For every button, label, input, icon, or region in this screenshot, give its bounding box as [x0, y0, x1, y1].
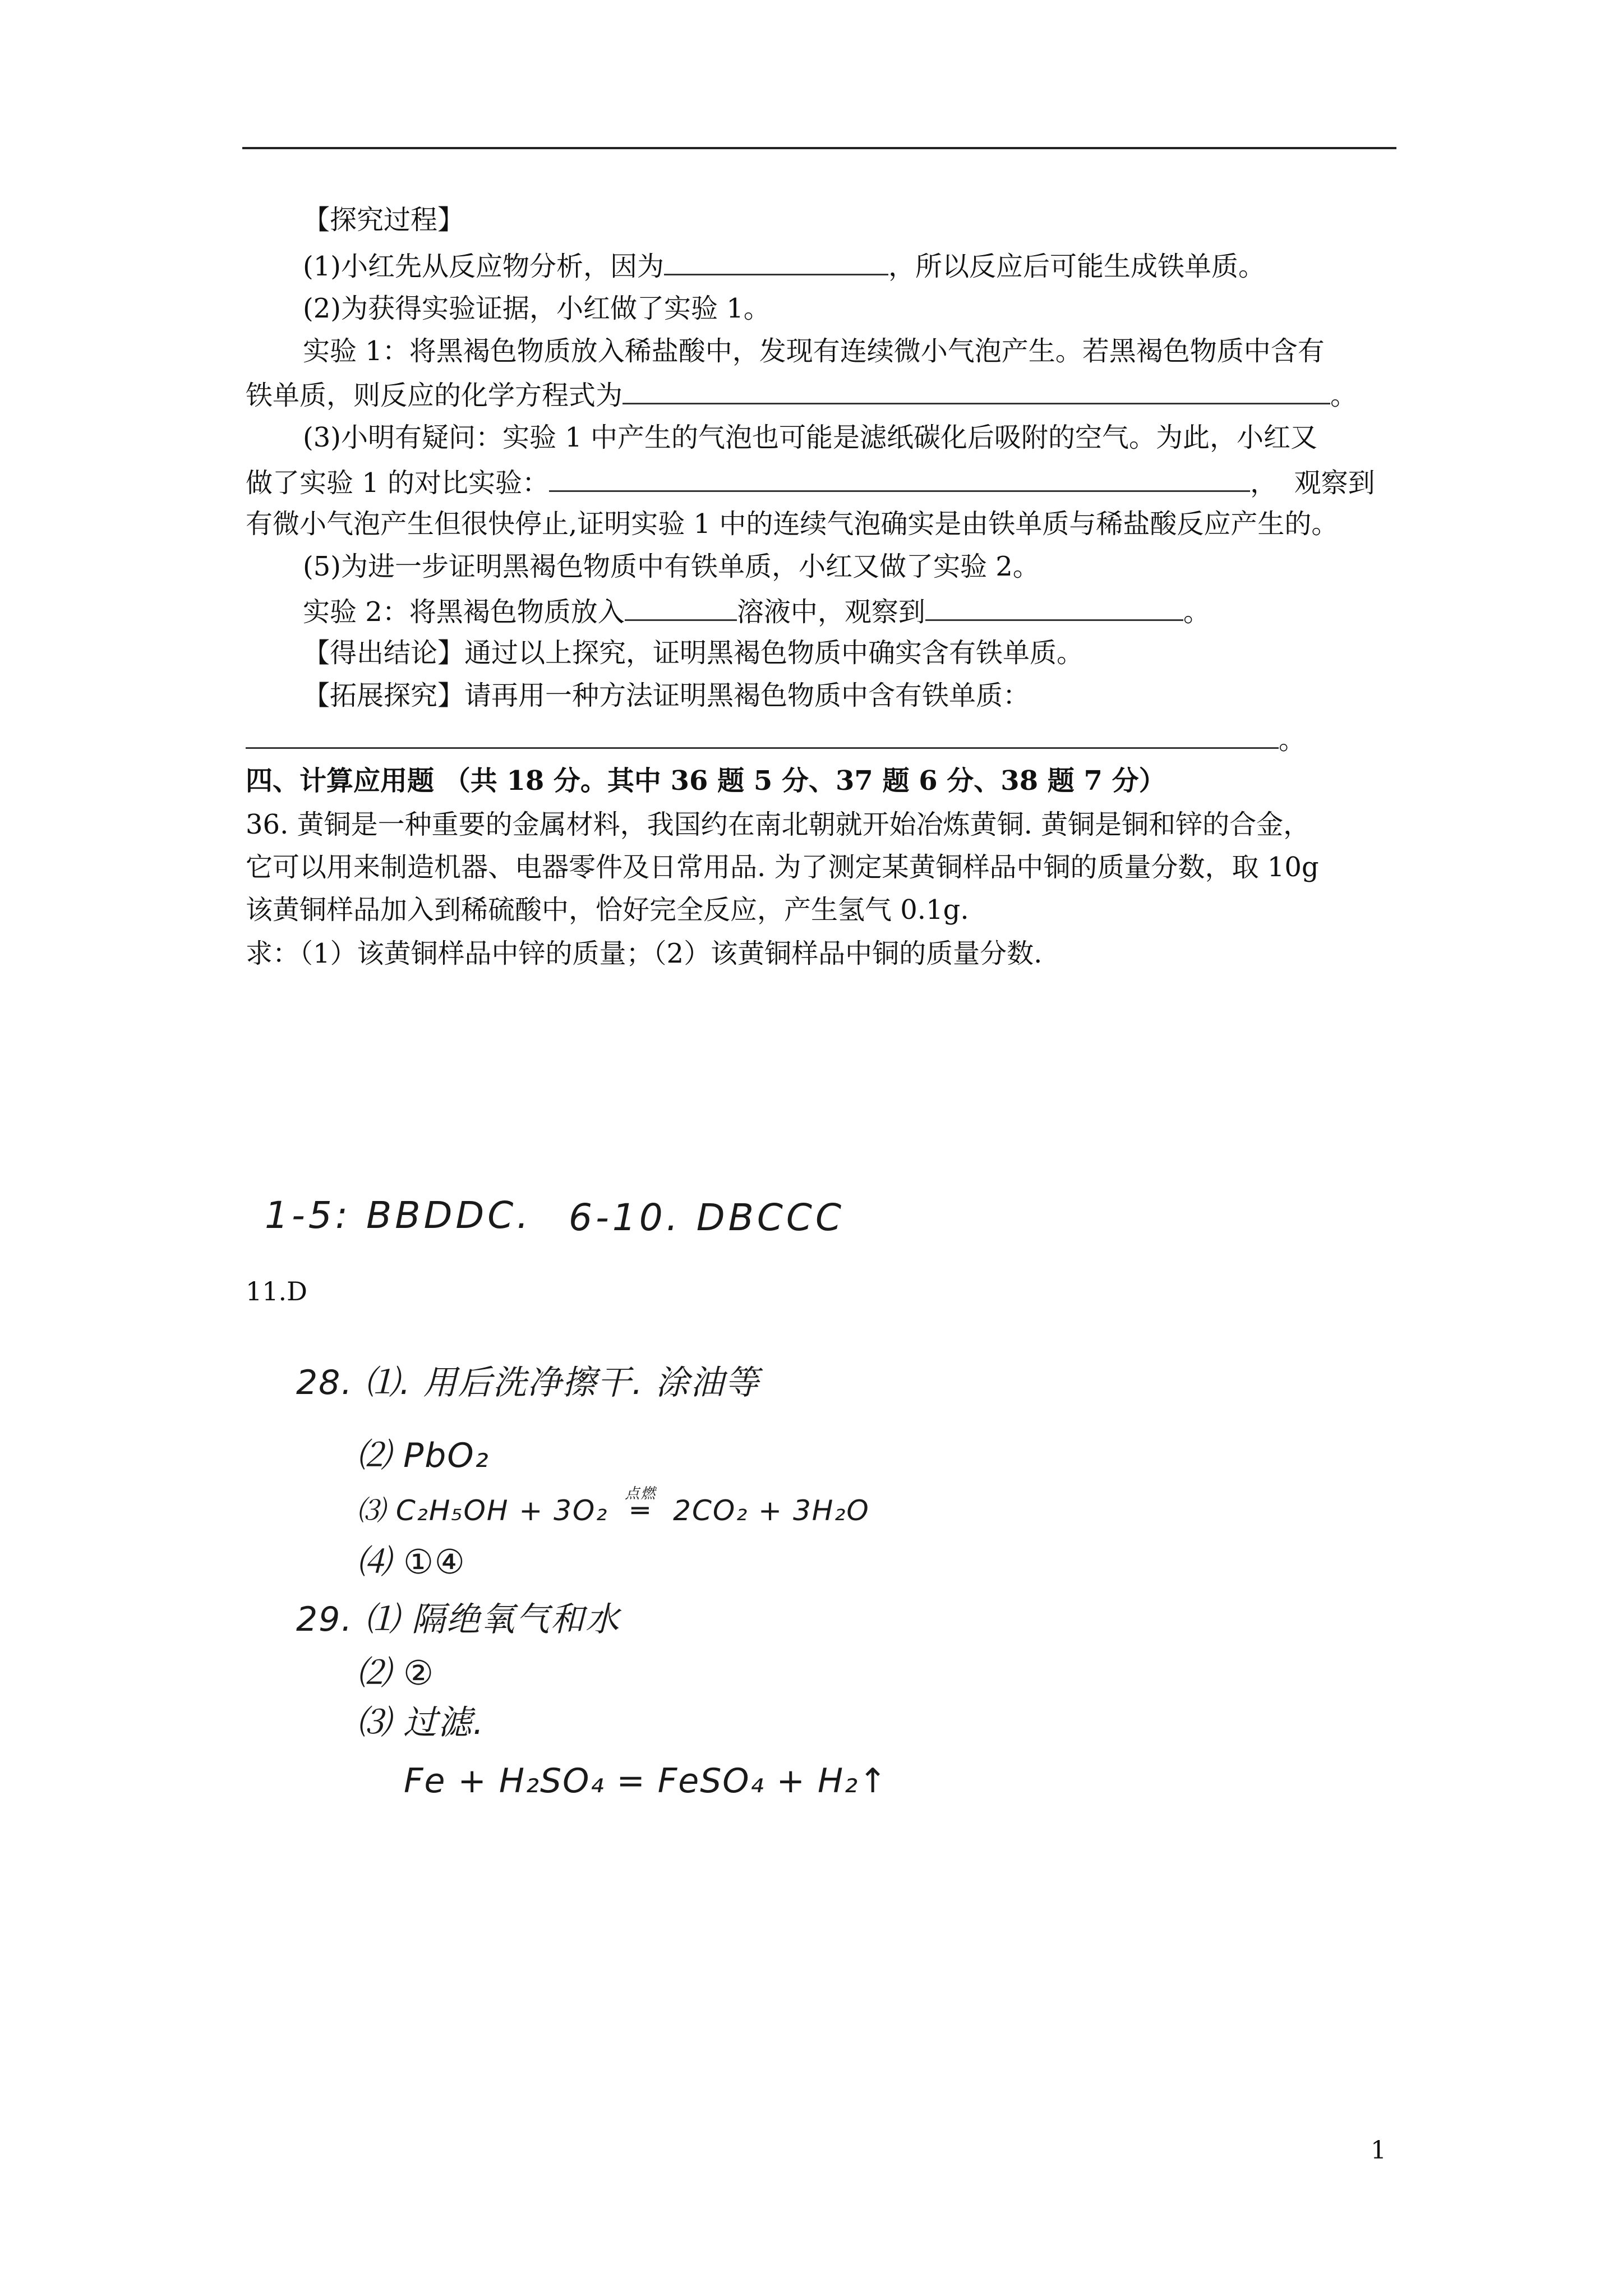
answer-29-equation: Fe + H₂SO₄ = FeSO₄ + H₂↑: [404, 1761, 888, 1801]
answer-28-4: ⑷ ①④: [357, 1543, 466, 1582]
question-36-line-2: 它可以用来制造机器、电器零件及日常用品. 为了测定某黄铜样品中铜的质量分数，取 10g: [246, 852, 1319, 883]
step-3-observe: ， 观察到: [1250, 467, 1375, 499]
answer-29-2: ⑵ ②: [357, 1654, 435, 1693]
step-3-text: 做了实验 1 的对比实验：: [246, 467, 550, 499]
equation-blank[interactable]: [623, 377, 1330, 404]
answer-blank[interactable]: [664, 248, 888, 275]
reaction-arrow: 点燃 ═: [618, 1491, 663, 1530]
experiment-1-text: 铁单质，则反应的化学方程式为: [246, 380, 623, 411]
step-3-line-3: 有微小气泡产生但很快停止,证明实验 1 中的连续气泡确实是由铁单质与稀盐酸反应产生的。: [246, 508, 1339, 540]
experiment-2: [303, 593, 1210, 629]
step-5: (5)为进一步证明黑褐色物质中有铁单质，小红又做了实验 2。: [303, 551, 1040, 582]
step-3-line-1: (3)小明有疑问：实验 1 中产生的气泡也可能是滤纸碳化后吸附的空气。为此，小红又: [303, 422, 1318, 453]
comparison-blank[interactable]: [549, 464, 1250, 492]
answer-29-3: ⑶ 过滤.: [357, 1703, 485, 1742]
answer-28-2: ⑵ PbO₂: [357, 1436, 490, 1475]
question-36-line-1: 36. 黄铜是一种重要的金属材料，我国约在南北朝就开始冶炼黄铜. 黄铜是铜和锌的合金，: [246, 809, 1311, 840]
section-heading: 【探究过程】: [303, 204, 465, 236]
part-4-heading: 四、计算应用题 （共 18 分。其中 36 题 5 分、37 题 6 分、38 题 7 分）: [246, 765, 1166, 797]
period: 。: [1279, 724, 1306, 756]
experiment-2-text-b: 溶液中，观察到: [736, 596, 925, 628]
step-2: (2)为获得实验证据，小红做了实验 1。: [303, 293, 771, 324]
step-1-text-b: ，所以反应后可能生成铁单质。: [888, 251, 1266, 282]
page-number: 1: [1371, 2136, 1386, 2165]
header-rule: [242, 147, 1396, 149]
answer-28-3: [357, 1485, 870, 1530]
reaction-condition: 点燃: [625, 1485, 657, 1502]
experiment-1-line-1: 实验 1：将黑褐色物质放入稀盐酸中，发现有连续微小气泡产生。若黑褐色物质中含有: [303, 335, 1325, 367]
extension-line-2: [246, 721, 1306, 757]
conclusion: 【得出结论】通过以上探究，证明黑褐色物质中确实含有铁单质。: [303, 637, 1084, 669]
step-3-line-2: [246, 464, 1375, 500]
answer-11: 11.D: [246, 1276, 308, 1306]
question-36-line-4: 求：（1）该黄铜样品中锌的质量；（2）该黄铜样品中铜的质量分数.: [246, 938, 1043, 969]
answer-6-10: 6-10. DBCCC: [569, 1196, 845, 1239]
answer-29-1: 29. ⑴ 隔绝氧气和水: [296, 1600, 620, 1639]
answer-28-1: 28. ⑴. 用后洗净擦干. 涂油等: [296, 1363, 760, 1402]
solution-blank[interactable]: [625, 593, 737, 621]
experiment-2-text-a: 实验 2：将黑褐色物质放入: [303, 596, 625, 628]
step-1-text-a: (1)小红先从反应物分析，因为: [303, 251, 664, 282]
extension-line-1: 【拓展探究】请再用一种方法证明黑褐色物质中含有铁单质：: [303, 680, 1030, 711]
period: 。: [1183, 596, 1210, 628]
equation-products: 2CO₂ + 3H₂O: [673, 1494, 870, 1527]
question-36-line-3: 该黄铜样品加入到稀硫酸中，恰好完全反应，产生氢气 0.1g.: [246, 894, 969, 926]
experiment-1-line-2: [246, 377, 1357, 412]
step-1: [303, 248, 1265, 283]
answer-1-5: 1-5: BBDDC.: [265, 1194, 532, 1237]
observation-blank[interactable]: [925, 593, 1183, 621]
extension-blank[interactable]: [246, 721, 1279, 749]
equation-reactants: ⑶ C₂H₅OH + 3O₂: [357, 1494, 608, 1527]
period: 。: [1330, 380, 1358, 411]
